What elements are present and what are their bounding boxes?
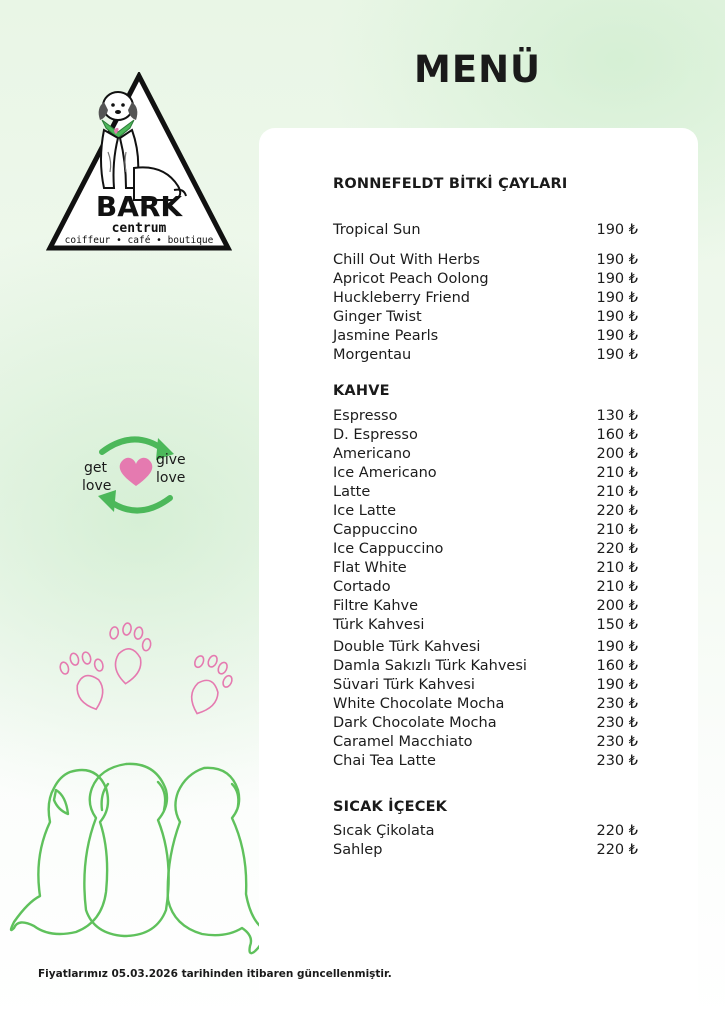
- page-title: MENÜ: [414, 48, 542, 91]
- menu-item-name: Americano: [333, 446, 411, 462]
- menu-item-price: 190 ₺: [596, 271, 638, 287]
- menu-item: [333, 427, 638, 446]
- menu-item-price: 130 ₺: [596, 408, 638, 424]
- paw-print-icon: [175, 649, 238, 721]
- menu-item-name: Huckleberry Friend: [333, 290, 470, 306]
- get-love-give-love-badge: [78, 428, 194, 522]
- menu-item-price: 200 ₺: [596, 598, 638, 614]
- menu-item-name: Cappuccino: [333, 522, 418, 538]
- menu-item: [333, 579, 638, 598]
- section-title: KAHVE: [333, 383, 390, 399]
- menu-item-price: 190 ₺: [596, 252, 638, 268]
- menu-item: [333, 541, 638, 560]
- menu-item-price: 230 ₺: [596, 734, 638, 750]
- puppies-outline-icon: [8, 760, 266, 956]
- menu-item-name: Süvari Türk Kahvesi: [333, 677, 475, 693]
- menu-item: [333, 309, 638, 328]
- menu-item-name: Ice Cappuccino: [333, 541, 444, 557]
- menu-item: [333, 328, 638, 347]
- menu-item-name: White Chocolate Mocha: [333, 696, 505, 712]
- love-text-left: love: [82, 478, 112, 494]
- menu-item: [333, 484, 638, 503]
- menu-item-price: 210 ₺: [596, 522, 638, 538]
- menu-item: [333, 598, 638, 617]
- menu-item: [333, 446, 638, 465]
- menu-item-price: 190 ₺: [596, 222, 638, 238]
- section-title: RONNEFELDT BİTKİ ÇAYLARI: [333, 176, 568, 192]
- menu-item-price: 150 ₺: [596, 617, 638, 633]
- menu-item-price: 210 ₺: [596, 484, 638, 500]
- menu-item-name: Ice Americano: [333, 465, 437, 481]
- menu-item-price: 190 ₺: [596, 309, 638, 325]
- menu-item-price: 160 ₺: [596, 427, 638, 443]
- paw-prints: [48, 620, 263, 730]
- menu-item-price: 190 ₺: [596, 290, 638, 306]
- bark-centrum-logo: [46, 72, 232, 254]
- logo-tagline: coiffeur • café • boutique: [64, 235, 214, 246]
- menu-item: [333, 290, 638, 309]
- menu-item-price: 190 ₺: [596, 677, 638, 693]
- menu-item-name: Tropical Sun: [333, 222, 421, 238]
- menu-item-name: Cortado: [333, 579, 391, 595]
- menu-item-price: 200 ₺: [596, 446, 638, 462]
- menu-item-name: Sıcak Çikolata: [333, 823, 435, 839]
- menu-item-name: Chai Tea Latte: [333, 753, 436, 769]
- menu-item-price: 230 ₺: [596, 753, 638, 769]
- menu-item-name: Double Türk Kahvesi: [333, 639, 481, 655]
- menu-item: [333, 503, 638, 522]
- menu-item: [333, 347, 638, 366]
- heart-icon: [120, 458, 153, 486]
- love-text-right: love: [156, 470, 186, 486]
- menu-item-name: Dark Chocolate Mocha: [333, 715, 497, 731]
- menu-item-price: 230 ₺: [596, 715, 638, 731]
- menu-item-name: Ginger Twist: [333, 309, 422, 325]
- menu-item-price: 210 ₺: [596, 579, 638, 595]
- section-title: SICAK İÇECEK: [333, 799, 448, 815]
- menu-item-name: Apricot Peach Oolong: [333, 271, 489, 287]
- menu-item: [333, 753, 638, 772]
- menu-item: [333, 823, 638, 842]
- menu-item-name: Flat White: [333, 560, 407, 576]
- give-text: give: [156, 452, 186, 468]
- menu-item: [333, 842, 638, 861]
- menu-item: [333, 408, 638, 427]
- menu-item-name: Latte: [333, 484, 371, 500]
- logo-name: BARK: [95, 190, 183, 223]
- menu-item-price: 190 ₺: [596, 328, 638, 344]
- get-text: get: [84, 460, 107, 476]
- menu-item-name: Chill Out With Herbs: [333, 252, 480, 268]
- menu-item-name: Sahlep: [333, 842, 383, 858]
- menu-item-name: Jasmine Pearls: [333, 328, 439, 344]
- menu-item-price: 220 ₺: [596, 503, 638, 519]
- menu-item-price: 190 ₺: [596, 639, 638, 655]
- footer-note: Fiyatlarımız 05.03.2026 tarihinden itibaren güncellenmiştir.: [38, 968, 392, 980]
- menu-item: [333, 560, 638, 579]
- menu-item: [333, 465, 638, 484]
- menu-item: [333, 677, 638, 696]
- menu-item-name: Damla Sakızlı Türk Kahvesi: [333, 658, 527, 674]
- menu-item-price: 160 ₺: [596, 658, 638, 674]
- menu-item: [333, 222, 638, 241]
- menu-item-name: Türk Kahvesi: [333, 617, 425, 633]
- menu-item: [333, 617, 638, 636]
- menu-item-price: 210 ₺: [596, 465, 638, 481]
- menu-item-name: Espresso: [333, 408, 398, 424]
- menu-item-name: Filtre Kahve: [333, 598, 419, 614]
- menu-item-price: 230 ₺: [596, 696, 638, 712]
- menu-item: [333, 715, 638, 734]
- menu-item-price: 220 ₺: [596, 541, 638, 557]
- menu-item: [333, 522, 638, 541]
- menu-item: [333, 271, 638, 290]
- menu-item: [333, 658, 638, 677]
- menu-item-name: Caramel Macchiato: [333, 734, 473, 750]
- menu-item-name: D. Espresso: [333, 427, 418, 443]
- menu-item-name: Morgentau: [333, 347, 412, 363]
- menu-item: [333, 252, 638, 271]
- menu-item: [333, 639, 638, 658]
- menu-item-price: 190 ₺: [596, 347, 638, 363]
- logo-sub: centrum: [111, 221, 167, 236]
- paw-print-icon: [102, 620, 154, 686]
- menu-item-name: Ice Latte: [333, 503, 397, 519]
- paw-print-icon: [57, 647, 113, 716]
- menu-item-price: 210 ₺: [596, 560, 638, 576]
- menu-item-price: 220 ₺: [596, 842, 638, 858]
- menu-item: [333, 696, 638, 715]
- menu-item-price: 220 ₺: [596, 823, 638, 839]
- menu-item: [333, 734, 638, 753]
